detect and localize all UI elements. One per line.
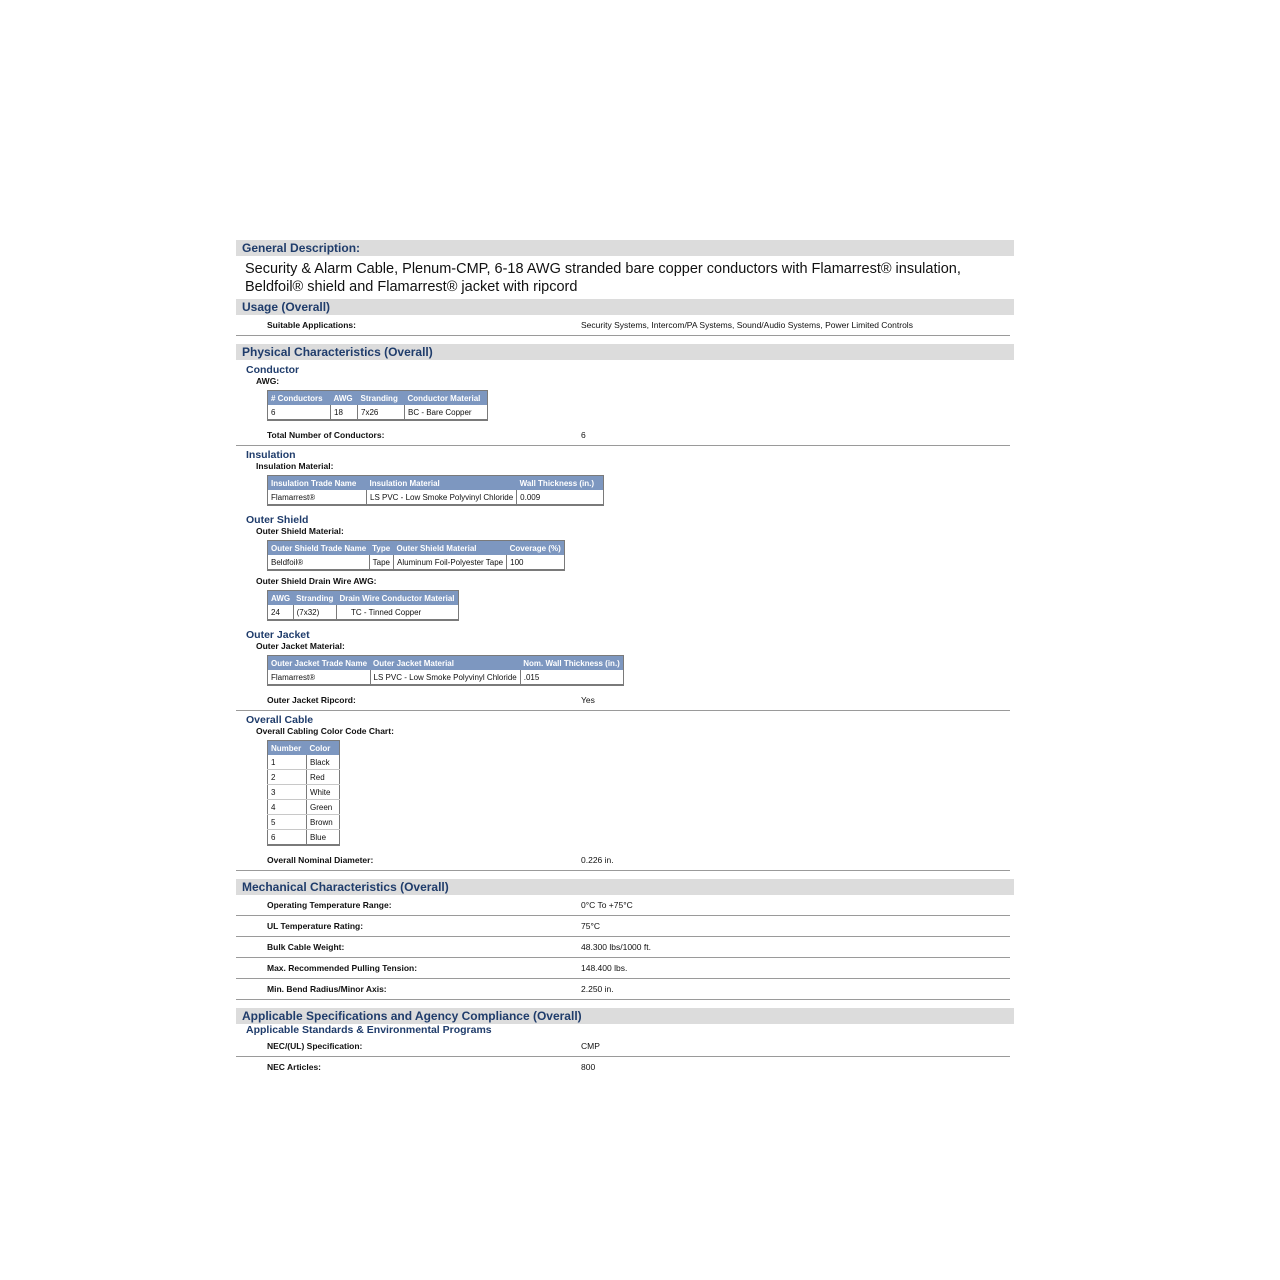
outer-jacket-title: Outer Jacket: [246, 629, 310, 641]
diameter-value: 0.226 in.: [581, 855, 614, 865]
column-header: Coverage (%): [507, 541, 565, 556]
column-header: Drain Wire Conductor Material: [336, 591, 458, 606]
mechanical-label: Min. Bend Radius/Minor Axis:: [267, 984, 387, 994]
color-code-chart-label: Overall Cabling Color Code Chart:: [256, 726, 394, 736]
table-row: [268, 555, 565, 570]
table-cell: LS PVC - Low Smoke Polyvinyl Chloride: [367, 490, 517, 505]
total-conductors-label: Total Number of Conductors:: [267, 430, 385, 440]
diameter-label: Overall Nominal Diameter:: [267, 855, 374, 865]
column-header: AWG: [331, 391, 358, 406]
table-cell: Flamarrest®: [268, 670, 371, 685]
physical-header: Physical Characteristics (Overall): [236, 344, 1014, 360]
table-row: [268, 770, 340, 785]
usage-header: Usage (Overall): [236, 299, 1014, 315]
table-cell: Blue: [307, 830, 340, 846]
table-cell: .015: [520, 670, 623, 685]
column-header: Outer Jacket Trade Name: [268, 656, 371, 671]
outer-shield-material-label: Outer Shield Material:: [256, 526, 344, 536]
column-header: Stranding: [293, 591, 336, 606]
mechanical-label: Max. Recommended Pulling Tension:: [267, 963, 418, 973]
mechanical-label: Operating Temperature Range:: [267, 900, 392, 910]
mechanical-value: 0°C To +75°C: [581, 900, 633, 910]
usage-label: Suitable Applications:: [267, 320, 356, 330]
total-conductors-value: 6: [581, 430, 586, 440]
conductor-title: Conductor: [246, 364, 300, 376]
table-cell: 0.009: [517, 490, 604, 505]
column-header: Conductor Material: [405, 391, 488, 406]
drain-wire-label: Outer Shield Drain Wire AWG:: [256, 576, 377, 586]
table-cell: TC - Tinned Copper: [336, 605, 458, 620]
table-cell: BC - Bare Copper: [405, 405, 488, 420]
column-header: Wall Thickness (in.): [517, 476, 604, 491]
total-conductors-row: [236, 425, 1010, 446]
ripcord-row: [236, 690, 1010, 711]
table-cell: 4: [268, 800, 307, 815]
column-header: Insulation Trade Name: [268, 476, 367, 491]
column-header: Nom. Wall Thickness (in.): [520, 656, 623, 671]
spec-row: [236, 1057, 1010, 1077]
mechanical-header: Mechanical Characteristics (Overall): [236, 879, 1014, 895]
table-cell: 6: [268, 405, 331, 420]
mechanical-label: UL Temperature Rating:: [267, 921, 364, 931]
ripcord-value: Yes: [581, 695, 595, 705]
table-row: [268, 800, 340, 815]
table-row: [268, 490, 604, 505]
mechanical-row: [236, 895, 1010, 916]
outer-jacket-material-label: Outer Jacket Material:: [256, 641, 345, 651]
mechanical-value: 148.400 lbs.: [581, 963, 628, 973]
general-description-header: General Description:: [236, 240, 1014, 256]
diameter-row: [236, 850, 1010, 871]
specs-subtitle: Applicable Standards & Environmental Programs: [246, 1024, 492, 1036]
table-row: [268, 670, 624, 685]
table-cell: 100: [507, 555, 565, 570]
spec-label: NEC Articles:: [267, 1062, 322, 1072]
column-header: Insulation Material: [367, 476, 517, 491]
spec-value: CMP: [581, 1041, 600, 1051]
table-cell: 1: [268, 755, 307, 770]
table-cell: Brown: [307, 815, 340, 830]
mechanical-value: 48.300 lbs/1000 ft.: [581, 942, 651, 952]
usage-row: [236, 315, 1010, 336]
column-header: Outer Jacket Material: [370, 656, 520, 671]
mechanical-row: [236, 979, 1010, 1000]
column-header: Stranding: [358, 391, 405, 406]
table-cell: 5: [268, 815, 307, 830]
table-cell: 3: [268, 785, 307, 800]
color-code-table: [267, 740, 340, 846]
table-cell: Green: [307, 800, 340, 815]
column-header: # Conductors: [268, 391, 331, 406]
table-row: [268, 830, 340, 846]
table-cell: Black: [307, 755, 340, 770]
table-cell: Aluminum Foil-Polyester Tape: [394, 555, 507, 570]
table-row: [268, 605, 459, 620]
conductor-table: [267, 390, 488, 421]
spec-row: [236, 1036, 1010, 1057]
datasheet-page: [236, 240, 1014, 1077]
column-header: Number: [268, 741, 307, 756]
table-cell: Red: [307, 770, 340, 785]
overall-cable-title: Overall Cable: [246, 714, 314, 726]
table-cell: LS PVC - Low Smoke Polyvinyl Chloride: [370, 670, 520, 685]
table-cell: Beldfoil®: [268, 555, 370, 570]
column-header: Color: [307, 741, 340, 756]
column-header: Outer Shield Material: [394, 541, 507, 556]
spec-value: 800: [581, 1062, 596, 1072]
mechanical-row: [236, 958, 1010, 979]
table-cell: Tape: [369, 555, 393, 570]
general-description-text: Security & Alarm Cable, Plenum-CMP, 6-18 AWG stranded bare copper conductors with Flamarrest® insulation, Beldfoil® shield and Flamarrest® jacket with ripcord: [245, 261, 961, 295]
mechanical-value: 75°C: [581, 921, 600, 931]
insulation-table: [267, 475, 604, 506]
spec-label: NEC/(UL) Specification:: [267, 1041, 363, 1051]
insulation-material-label: Insulation Material:: [256, 461, 334, 471]
table-cell: 18: [331, 405, 358, 420]
mechanical-row: [236, 916, 1010, 937]
table-cell: Flamarrest®: [268, 490, 367, 505]
specs-header: Applicable Specifications and Agency Compliance (Overall): [236, 1008, 1014, 1024]
column-header: AWG: [268, 591, 294, 606]
usage-value: Security Systems, Intercom/PA Systems, Sound/Audio Systems, Power Limited Controls: [581, 320, 913, 330]
table-cell: (7x32): [293, 605, 336, 620]
mechanical-row: [236, 937, 1010, 958]
mechanical-label: Bulk Cable Weight:: [267, 942, 345, 952]
column-header: Type: [369, 541, 393, 556]
table-cell: 7x26: [358, 405, 405, 420]
outer-shield-table: [267, 540, 565, 571]
conductor-awg-label: AWG:: [256, 376, 280, 386]
ripcord-label: Outer Jacket Ripcord:: [267, 695, 356, 705]
outer-jacket-table: [267, 655, 624, 686]
mechanical-value: 2.250 in.: [581, 984, 614, 994]
outer-shield-title: Outer Shield: [246, 514, 309, 526]
table-cell: White: [307, 785, 340, 800]
table-row: [268, 755, 340, 770]
table-cell: 2: [268, 770, 307, 785]
table-cell: 24: [268, 605, 294, 620]
drain-wire-table: [267, 590, 459, 621]
insulation-title: Insulation: [246, 449, 296, 461]
table-row: [268, 405, 488, 420]
table-row: [268, 785, 340, 800]
column-header: Outer Shield Trade Name: [268, 541, 370, 556]
table-row: [268, 815, 340, 830]
table-cell: 6: [268, 830, 307, 846]
